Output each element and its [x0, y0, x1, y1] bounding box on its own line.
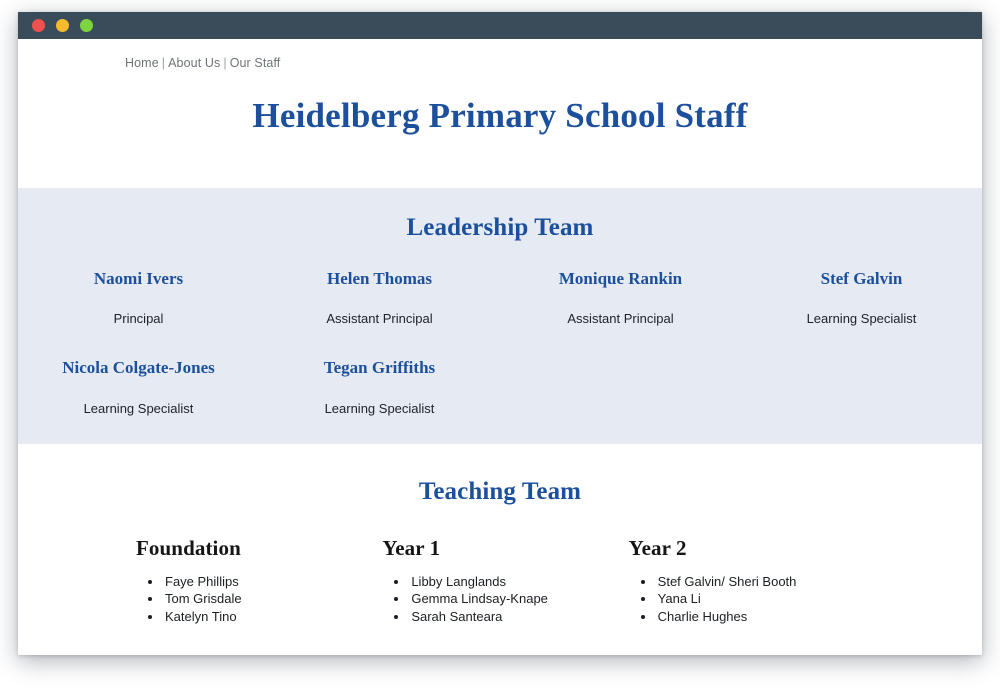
teaching-staff-list: [382, 573, 628, 626]
maximize-window-button[interactable]: [80, 19, 93, 32]
list-item: • Sarah Santeara: [409, 608, 628, 626]
page-title: Heidelberg Primary School Staff: [252, 96, 748, 135]
page-viewport: [18, 39, 982, 655]
leader-role: Principal: [113, 311, 164, 327]
leadership-section: [18, 188, 982, 444]
leader-role: Assistant Principal: [326, 311, 433, 327]
leadership-card: [18, 358, 259, 415]
teaching-column-foundation: [136, 536, 382, 626]
browser-window: [18, 12, 982, 655]
leader-name: Stef Galvin: [820, 269, 903, 288]
leadership-card: [259, 358, 500, 415]
leadership-heading: Leadership Team: [406, 214, 594, 241]
minimize-window-button[interactable]: [56, 19, 69, 32]
teaching-staff-list: [629, 573, 875, 626]
nav-link-about-us[interactable]: About Us: [168, 56, 221, 70]
close-window-button[interactable]: [32, 19, 45, 32]
teaching-year-label: Foundation: [136, 535, 241, 560]
list-item: • Yana Li: [656, 590, 875, 608]
breadcrumb: [18, 39, 982, 70]
leader-role: Assistant Principal: [567, 311, 674, 327]
window-titlebar[interactable]: [18, 12, 982, 39]
teaching-year-label: Year 2: [628, 535, 687, 560]
teaching-heading: Teaching Team: [418, 477, 582, 505]
nav-separator-1: |: [161, 56, 166, 70]
leadership-row-1: [18, 269, 982, 326]
teaching-grid: [18, 536, 982, 626]
list-item: • Charlie Hughes: [656, 608, 875, 626]
leader-role: Learning Specialist: [83, 400, 194, 416]
list-item: • Tom Grisdale: [163, 590, 382, 608]
list-item: • Stef Galvin/ Sheri Booth: [656, 573, 875, 591]
teaching-section: [18, 444, 982, 626]
leader-name: Helen Thomas: [326, 269, 432, 288]
nav-link-home[interactable]: Home: [125, 56, 159, 70]
leader-role: Learning Specialist: [806, 311, 917, 327]
list-item: • Faye Phillips: [163, 573, 382, 591]
leadership-row-2: [18, 358, 982, 415]
teaching-column-year-2: [629, 536, 875, 626]
teaching-staff-list: [136, 573, 382, 626]
leadership-card: [500, 269, 741, 326]
leader-role: Learning Specialist: [324, 400, 435, 416]
leadership-card: [259, 269, 500, 326]
leadership-card: [741, 269, 982, 326]
teaching-year-label: Year 1: [382, 535, 441, 560]
list-item: • Libby Langlands: [409, 573, 628, 591]
teaching-column-year-1: [382, 536, 628, 626]
nav-separator-2: |: [223, 56, 227, 70]
leader-name: Tegan Griffiths: [323, 358, 436, 378]
list-item: • Katelyn Tino: [163, 608, 382, 626]
nav-link-our-staff[interactable]: Our Staff: [229, 56, 281, 70]
list-item: • Gemma Lindsay-Knape: [409, 590, 628, 608]
leadership-card: [18, 269, 259, 326]
leader-name: Naomi Ivers: [93, 269, 184, 288]
leader-name: Nicola Colgate-Jones: [62, 358, 215, 378]
leader-name: Monique Rankin: [558, 269, 683, 288]
